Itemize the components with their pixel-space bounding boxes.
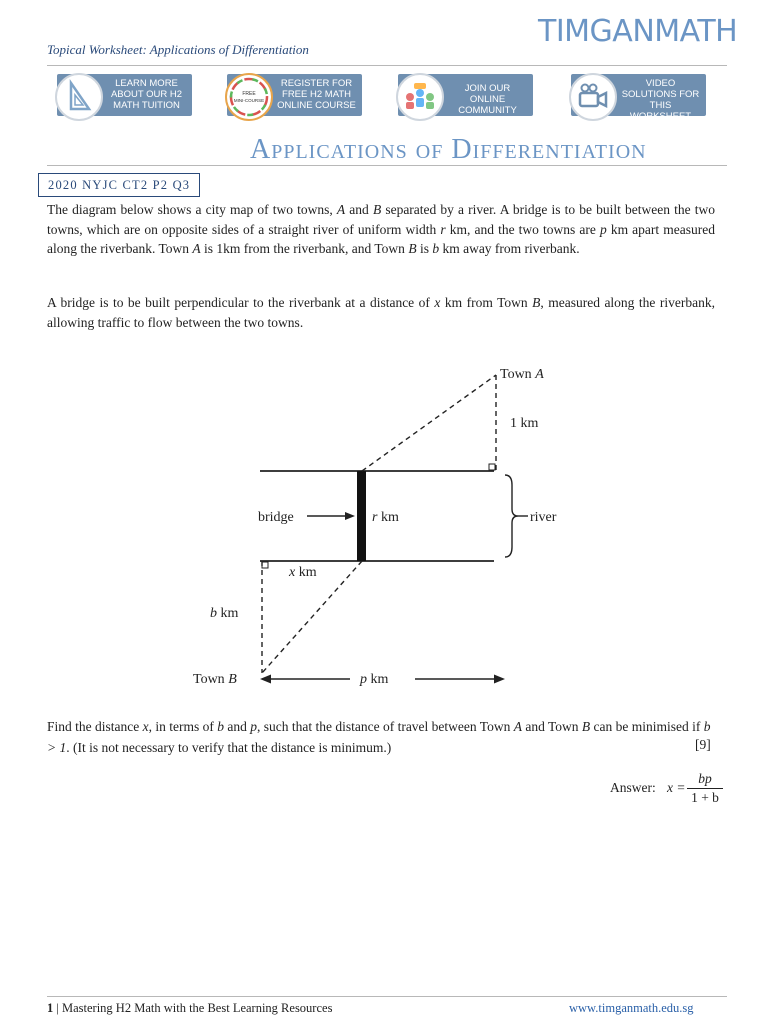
task-paragraph: Find the distance x, in terms of b and p, such that the distance of travel between Town A and Town B can be minimised if b > 1. (It is not necessary to verify that the distance is minimum.) [47, 719, 711, 755]
dashed-path-to-town-a [362, 375, 496, 471]
answer-label: Answer: [610, 780, 656, 795]
video-camera-icon [569, 73, 617, 121]
bridge-bar [357, 471, 366, 561]
free-mini-course-badge-icon [225, 73, 273, 121]
answer-numerator: bp [687, 770, 723, 789]
question-reference: 2020 NYJC CT2 P2 Q3 [38, 173, 200, 197]
header-divider [47, 65, 727, 66]
bridge-label: bridge [258, 510, 294, 525]
page-title: Applications of Differentiation [250, 134, 647, 165]
website-link[interactable]: www.timganmath.edu.sg [569, 1001, 694, 1015]
river-brace [505, 475, 518, 557]
svg-text:MINI-COURSE: MINI-COURSE [233, 98, 265, 103]
x-km-label: x km [289, 565, 317, 580]
tuition-banner-label: LEARN MORE ABOUT OUR H2 MATH TUITION [110, 78, 183, 111]
community-people-icon [396, 73, 444, 121]
answer-denominator: 1 + b [691, 790, 719, 805]
title-divider [47, 165, 727, 166]
river-bridge-diagram [150, 355, 610, 705]
community-banner-label: JOIN OUR ONLINE COMMUNITY [458, 83, 517, 116]
right-angle-marker-a [489, 464, 495, 470]
timganmath-logo[interactable]: TIMGANMATH [538, 14, 738, 49]
answer-fraction [687, 770, 723, 807]
community-banner-button[interactable] [398, 74, 533, 116]
footer-text: 1 | Mastering H2 Math with the Best Learning Resources [47, 1001, 333, 1015]
svg-text:FREE: FREE [242, 91, 256, 97]
footer-divider [47, 996, 727, 997]
r-km-label: r km [372, 510, 399, 525]
intro-paragraph-1: The diagram below shows a city map of two towns, A and B separated by a river. A bridge is to be built between the two towns, which are on opposite sides of a straight river of uniform width r km, and the two towns are p km apart measured along the riverbank. Town A is 1km from the riverbank, and Town B is b km away from riverbank. [47, 202, 715, 256]
b-km-label: b km [210, 606, 239, 621]
video-solutions-banner-button[interactable] [571, 74, 706, 122]
answer-lhs: x = [667, 780, 686, 795]
p-km-label: p km [360, 672, 389, 687]
page-number: 1 [47, 1001, 54, 1015]
worksheet-topic: Topical Worksheet: Applications of Differentiation [47, 42, 309, 57]
right-angle-marker-b [262, 562, 268, 568]
register-course-banner-label: REGISTER FOR FREE H2 MATH ONLINE COURSE [277, 78, 356, 111]
river-label: river [530, 510, 557, 525]
town-b-label: Town B [193, 672, 237, 687]
marks-allocation: [9] [695, 737, 711, 752]
town-a-label: Town A [500, 367, 544, 382]
video-solutions-banner-label: VIDEO SOLUTIONS FOR THIS WORKSHEET [621, 78, 700, 122]
triangle-ruler-icon [55, 73, 103, 121]
tuition-banner-button[interactable] [57, 74, 192, 116]
intro-paragraph-2: A bridge is to be built perpendicular to the riverbank at a distance of x km from Town B, measured along the riverbank, allowing traffic to flow between the two towns. [47, 295, 715, 330]
one-km-label: 1 km [510, 416, 539, 431]
register-course-banner-button[interactable] [227, 74, 362, 116]
